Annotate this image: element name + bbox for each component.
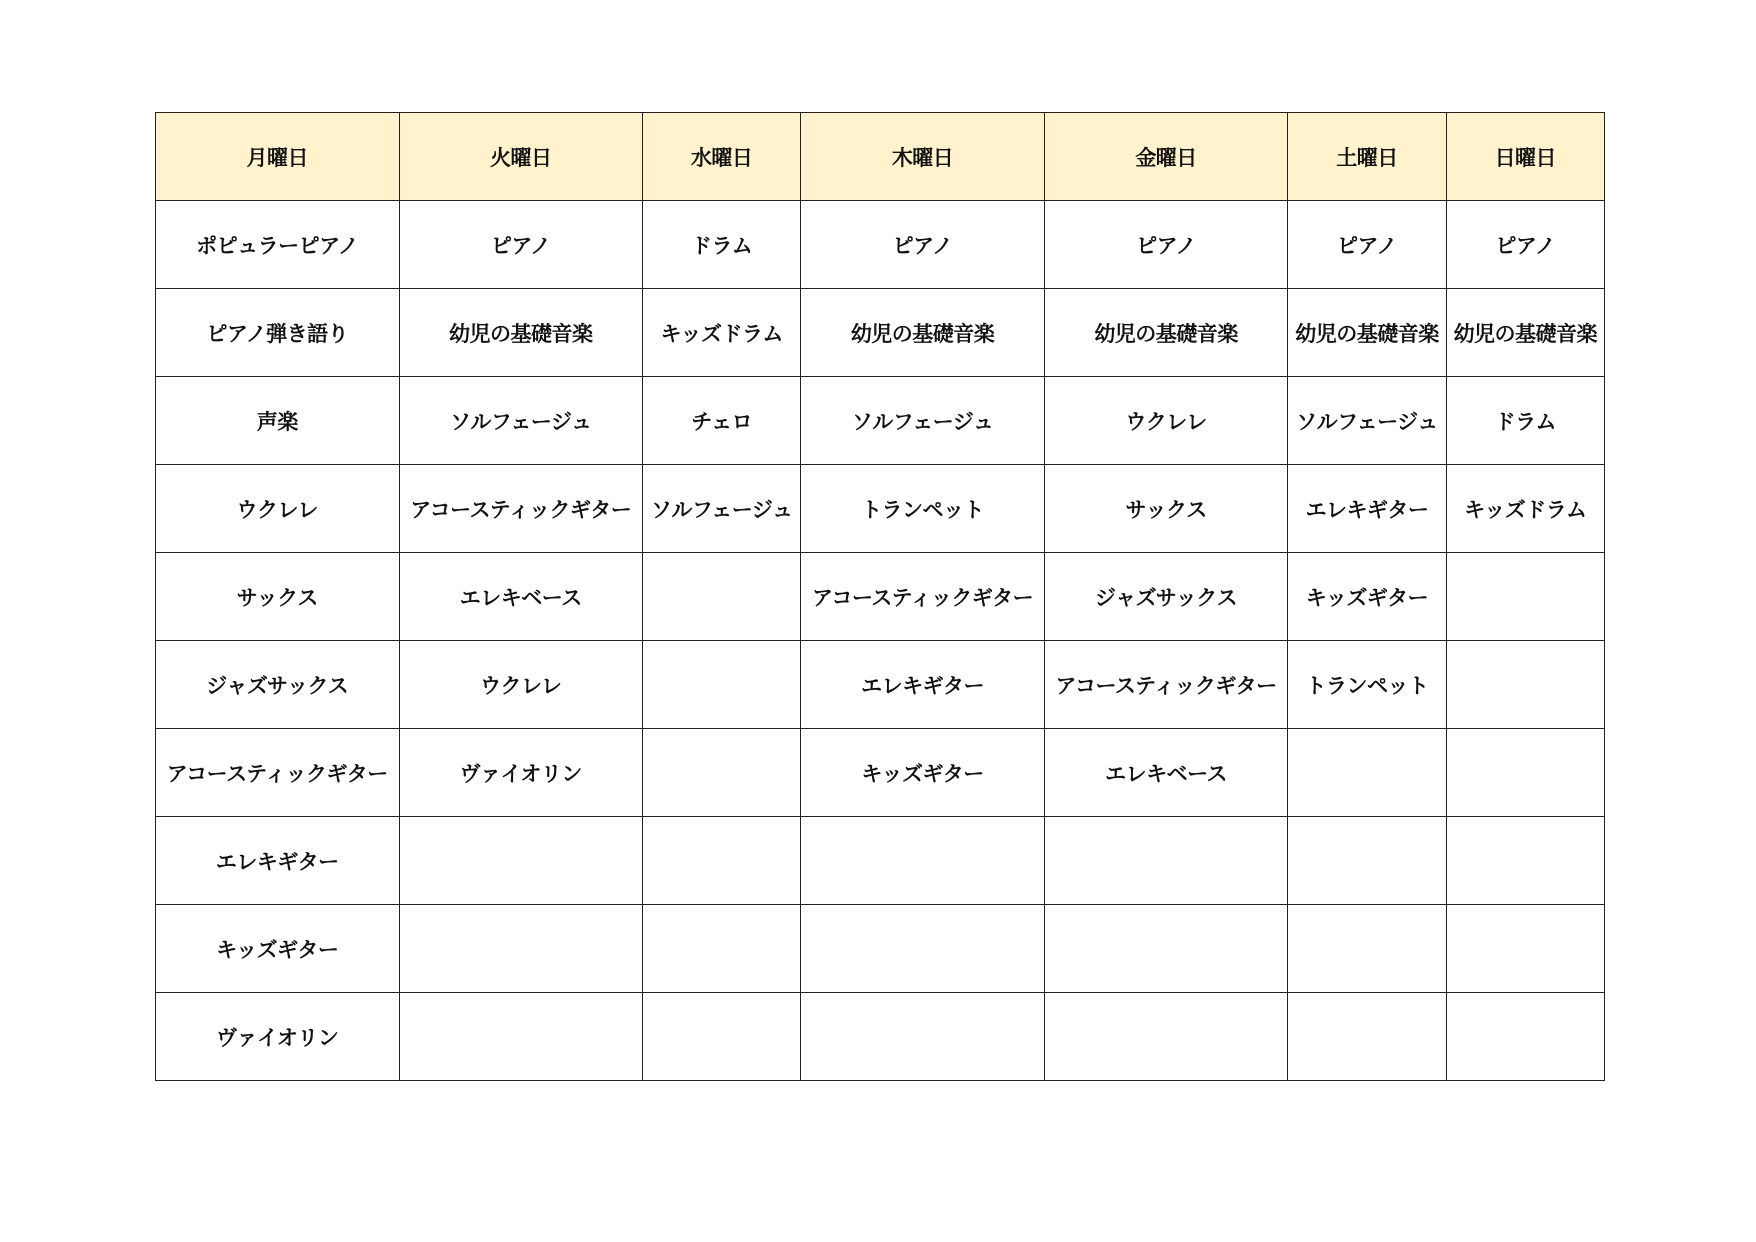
lesson-cell-monday: キッズギター [156, 905, 400, 993]
table-row [156, 201, 1605, 289]
day-header-tuesday: 火曜日 [399, 113, 643, 201]
lesson-cell-monday: ヴァイオリン [156, 993, 400, 1081]
lesson-cell-friday [1044, 905, 1288, 993]
lesson-cell-saturday [1288, 905, 1446, 993]
table-row [156, 905, 1605, 993]
table-row [156, 729, 1605, 817]
lesson-cell-saturday [1288, 993, 1446, 1081]
day-header-saturday: 土曜日 [1288, 113, 1446, 201]
lesson-cell-sunday: ドラム [1446, 377, 1604, 465]
lesson-cell-thursday [801, 817, 1045, 905]
weekly-lesson-schedule [155, 112, 1605, 1081]
lesson-cell-tuesday [399, 817, 643, 905]
lesson-cell-saturday: ソルフェージュ [1288, 377, 1446, 465]
lesson-cell-friday: 幼児の基礎音楽 [1044, 289, 1288, 377]
lesson-cell-tuesday [399, 993, 643, 1081]
lesson-cell-saturday: キッズギター [1288, 553, 1446, 641]
table-row [156, 289, 1605, 377]
lesson-cell-friday: エレキベース [1044, 729, 1288, 817]
lesson-cell-tuesday [399, 905, 643, 993]
schedule-header [156, 113, 1605, 201]
lesson-cell-thursday [801, 993, 1045, 1081]
day-header-friday: 金曜日 [1044, 113, 1288, 201]
lesson-cell-wednesday: ドラム [643, 201, 801, 289]
lesson-cell-thursday: キッズギター [801, 729, 1045, 817]
lesson-cell-monday: サックス [156, 553, 400, 641]
day-header-wednesday: 水曜日 [643, 113, 801, 201]
lesson-cell-sunday [1446, 993, 1604, 1081]
table-row [156, 993, 1605, 1081]
lesson-cell-friday: ピアノ [1044, 201, 1288, 289]
lesson-cell-thursday: 幼児の基礎音楽 [801, 289, 1045, 377]
lesson-cell-sunday: キッズドラム [1446, 465, 1604, 553]
lesson-cell-thursday [801, 905, 1045, 993]
lesson-cell-saturday: ピアノ [1288, 201, 1446, 289]
lesson-cell-saturday: 幼児の基礎音楽 [1288, 289, 1446, 377]
lesson-cell-tuesday: アコースティックギター [399, 465, 643, 553]
lesson-cell-sunday [1446, 641, 1604, 729]
lesson-cell-saturday [1288, 817, 1446, 905]
lesson-cell-tuesday: ウクレレ [399, 641, 643, 729]
lesson-cell-sunday [1446, 905, 1604, 993]
lesson-cell-friday [1044, 817, 1288, 905]
schedule-body [156, 201, 1605, 1081]
lesson-cell-tuesday: ピアノ [399, 201, 643, 289]
lesson-cell-wednesday [643, 993, 801, 1081]
table-row [156, 817, 1605, 905]
lesson-cell-wednesday: チェロ [643, 377, 801, 465]
lesson-cell-sunday [1446, 817, 1604, 905]
lesson-cell-friday: アコースティックギター [1044, 641, 1288, 729]
lesson-cell-friday: ウクレレ [1044, 377, 1288, 465]
day-header-monday: 月曜日 [156, 113, 400, 201]
lesson-cell-monday: ジャズサックス [156, 641, 400, 729]
lesson-cell-wednesday [643, 817, 801, 905]
lesson-cell-saturday: エレキギター [1288, 465, 1446, 553]
lesson-cell-tuesday: ヴァイオリン [399, 729, 643, 817]
lesson-cell-sunday [1446, 553, 1604, 641]
lesson-cell-monday: アコースティックギター [156, 729, 400, 817]
table-row [156, 641, 1605, 729]
lesson-cell-tuesday: ソルフェージュ [399, 377, 643, 465]
lesson-cell-friday: サックス [1044, 465, 1288, 553]
lesson-cell-thursday: アコースティックギター [801, 553, 1045, 641]
lesson-cell-saturday: トランペット [1288, 641, 1446, 729]
lesson-cell-monday: エレキギター [156, 817, 400, 905]
lesson-cell-wednesday: ソルフェージュ [643, 465, 801, 553]
lesson-cell-friday: ジャズサックス [1044, 553, 1288, 641]
day-header-thursday: 木曜日 [801, 113, 1045, 201]
lesson-cell-thursday: ピアノ [801, 201, 1045, 289]
lesson-cell-monday: ウクレレ [156, 465, 400, 553]
header-row [156, 113, 1605, 201]
table-row [156, 377, 1605, 465]
lesson-cell-monday: ポピュラーピアノ [156, 201, 400, 289]
lesson-cell-monday: ピアノ弾き語り [156, 289, 400, 377]
lesson-cell-thursday: エレキギター [801, 641, 1045, 729]
lesson-cell-wednesday [643, 729, 801, 817]
day-header-sunday: 日曜日 [1446, 113, 1604, 201]
table-row [156, 553, 1605, 641]
lesson-cell-wednesday [643, 553, 801, 641]
table-row [156, 465, 1605, 553]
lesson-cell-tuesday: 幼児の基礎音楽 [399, 289, 643, 377]
lesson-cell-wednesday [643, 641, 801, 729]
lesson-cell-sunday: ピアノ [1446, 201, 1604, 289]
lesson-cell-sunday: 幼児の基礎音楽 [1446, 289, 1604, 377]
lesson-cell-friday [1044, 993, 1288, 1081]
lesson-cell-thursday: ソルフェージュ [801, 377, 1045, 465]
lesson-cell-wednesday: キッズドラム [643, 289, 801, 377]
lesson-cell-wednesday [643, 905, 801, 993]
lesson-cell-saturday [1288, 729, 1446, 817]
lesson-cell-thursday: トランペット [801, 465, 1045, 553]
lesson-cell-tuesday: エレキベース [399, 553, 643, 641]
lesson-cell-sunday [1446, 729, 1604, 817]
lesson-cell-monday: 声楽 [156, 377, 400, 465]
